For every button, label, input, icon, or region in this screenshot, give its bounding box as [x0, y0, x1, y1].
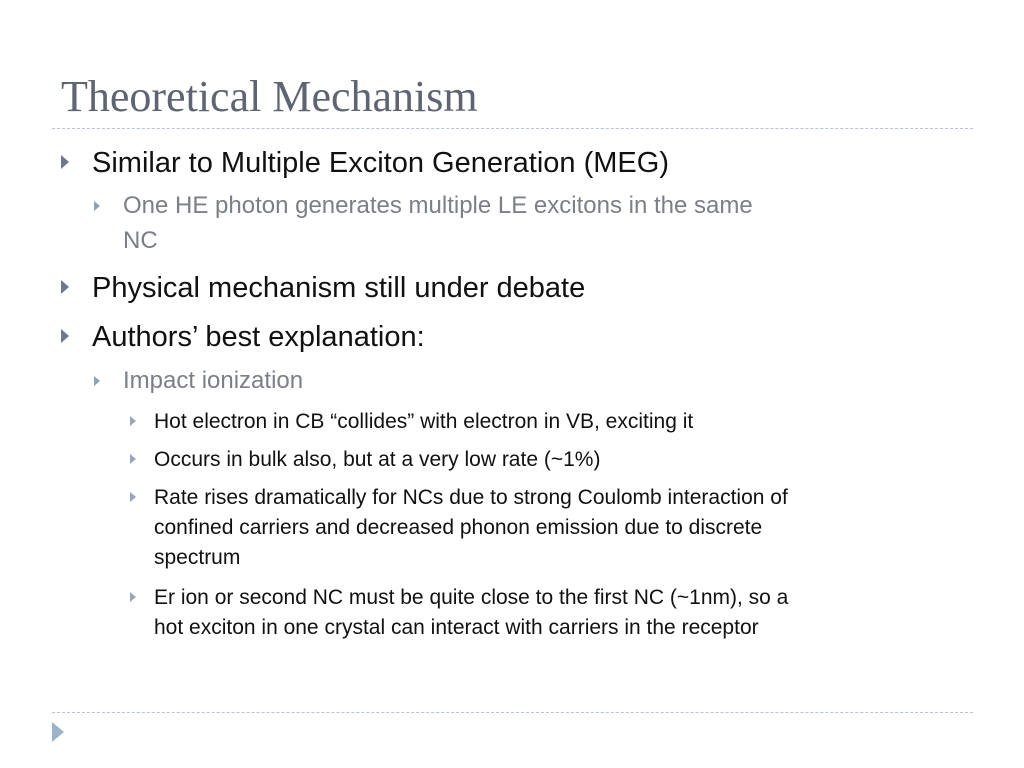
triangle-bullet-icon	[61, 155, 69, 169]
bullet-text: Similar to Multiple Exciton Generation (MEG)	[92, 147, 669, 179]
triangle-bullet-icon	[130, 454, 136, 464]
bullet-text-line: One HE photon generates multiple LE excitons in the same	[123, 192, 753, 219]
slide-title: Theoretical Mechanism	[61, 72, 478, 121]
triangle-bullet-icon	[61, 280, 69, 294]
bullet-text-line: Rate rises dramatically for NCs due to strong Coulomb interaction of	[154, 486, 788, 509]
bullet-text-line: Er ion or second NC must be quite close to the first NC (~1nm), so a	[154, 586, 789, 609]
bullet-text-line: NC	[123, 227, 158, 254]
triangle-bullet-icon	[130, 592, 136, 602]
triangle-bullet-icon	[94, 201, 100, 211]
triangle-bullet-icon	[94, 376, 100, 386]
triangle-bullet-icon	[130, 492, 136, 502]
bullet-text-line: hot exciton in one crystal can interact with carriers in the receptor	[154, 616, 759, 639]
corner-triangle-icon	[52, 722, 64, 742]
bullet-text: Occurs in bulk also, but at a very low rate (~1%)	[154, 448, 601, 471]
triangle-bullet-icon	[61, 329, 69, 343]
bullet-text-line: confined carriers and decreased phonon emission due to discrete	[154, 516, 763, 539]
bullet-text: Authors’ best explanation:	[92, 321, 425, 353]
bullet-text: Physical mechanism still under debate	[92, 272, 586, 304]
bullet-text: Hot electron in CB “collides” with electron in VB, exciting it	[154, 410, 694, 433]
triangle-bullet-icon	[130, 416, 136, 426]
footer-divider	[52, 712, 973, 713]
bullet-text-line: spectrum	[154, 546, 241, 569]
bullet-text: Impact ionization	[123, 367, 304, 394]
